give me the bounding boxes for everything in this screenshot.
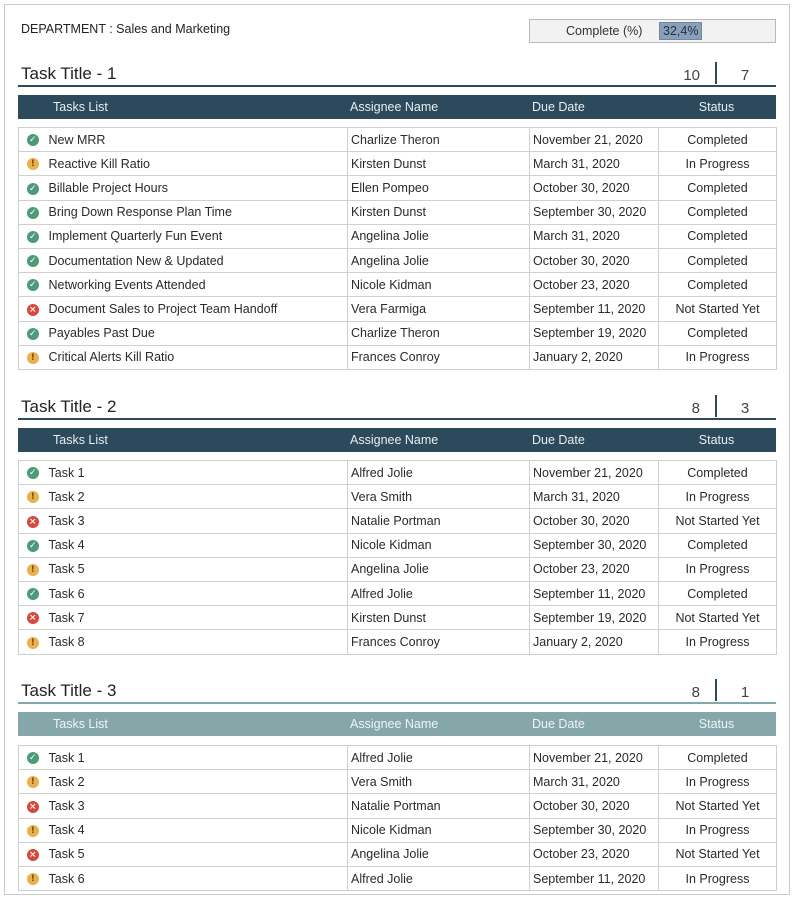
- status-icon-cell[interactable]: [19, 485, 47, 509]
- complete-value[interactable]: 32,4%: [659, 22, 702, 40]
- section-title: Task Title - 2: [21, 397, 117, 416]
- table-row: [19, 794, 777, 818]
- table-row: [19, 461, 777, 485]
- status-cell[interactable]: Completed: [659, 461, 777, 485]
- check-circle-icon: ✓: [27, 279, 39, 291]
- table-row: [19, 297, 777, 321]
- due-date-cell[interactable]: March 31, 2020: [530, 152, 659, 176]
- due-date-cell[interactable]: March 31, 2020: [530, 224, 659, 248]
- assignee-cell[interactable]: Vera Farmiga: [348, 297, 530, 321]
- assignee-cell[interactable]: Ellen Pompeo: [348, 176, 530, 200]
- assignee-cell[interactable]: Alfred Jolie: [348, 581, 530, 605]
- assignee-cell[interactable]: Natalie Portman: [348, 794, 530, 818]
- check-circle-icon: ✓: [27, 183, 39, 195]
- task-name-cell[interactable]: Payables Past Due: [47, 321, 348, 345]
- section-count-completed: 7: [740, 67, 750, 84]
- status-cell[interactable]: Completed: [659, 200, 777, 224]
- task-table: [18, 127, 777, 370]
- due-date-cell[interactable]: January 2, 2020: [530, 630, 659, 654]
- status-icon-cell[interactable]: [19, 509, 47, 533]
- check-circle-icon: ✓: [27, 328, 39, 340]
- assignee-cell[interactable]: Kirsten Dunst: [348, 152, 530, 176]
- section-count-completed: 1: [740, 684, 750, 701]
- complete-label: Complete (%): [566, 24, 643, 38]
- header-tasks-list: Tasks List: [53, 717, 108, 731]
- column-header-row: [18, 95, 776, 119]
- due-date-cell[interactable]: September 19, 2020: [530, 321, 659, 345]
- due-date-cell[interactable]: September 30, 2020: [530, 533, 659, 557]
- table-row: [19, 248, 777, 272]
- status-cell[interactable]: In Progress: [659, 770, 777, 794]
- status-cell[interactable]: In Progress: [659, 866, 777, 890]
- due-date-cell[interactable]: October 30, 2020: [530, 248, 659, 272]
- section-title: Task Title - 3: [21, 681, 117, 700]
- header-assignee: Assignee Name: [350, 433, 439, 447]
- status-icon-cell[interactable]: [19, 128, 47, 152]
- check-circle-icon: ✓: [27, 752, 39, 764]
- column-header-row: [18, 712, 776, 736]
- status-icon-cell[interactable]: [19, 273, 47, 297]
- due-date-cell[interactable]: September 11, 2020: [530, 866, 659, 890]
- task-name-cell[interactable]: Networking Events Attended: [47, 273, 348, 297]
- due-date-cell[interactable]: November 21, 2020: [530, 128, 659, 152]
- x-circle-icon: ×: [27, 304, 39, 316]
- status-cell[interactable]: Not Started Yet: [659, 842, 777, 866]
- header-status: Status: [698, 433, 735, 447]
- table-row: [19, 842, 777, 866]
- warning-circle-icon: !: [27, 637, 39, 649]
- check-circle-icon: ✓: [27, 540, 39, 552]
- status-cell[interactable]: In Progress: [659, 345, 777, 369]
- status-icon-cell[interactable]: [19, 842, 47, 866]
- task-table: [18, 460, 777, 655]
- status-icon-cell[interactable]: [19, 176, 47, 200]
- department-label: DEPARTMENT : Sales and Marketing: [21, 22, 231, 36]
- table-row: [19, 533, 777, 557]
- status-cell[interactable]: Completed: [659, 321, 777, 345]
- task-name-cell[interactable]: Task 5: [47, 842, 348, 866]
- table-row: [19, 152, 777, 176]
- assignee-cell[interactable]: Angelina Jolie: [348, 248, 530, 272]
- table-row: [19, 273, 777, 297]
- table-row: [19, 176, 777, 200]
- status-icon-cell[interactable]: [19, 866, 47, 890]
- task-name-cell[interactable]: Task 1: [47, 461, 348, 485]
- assignee-cell[interactable]: Charlize Theron: [348, 321, 530, 345]
- section-title: Task Title - 1: [21, 64, 117, 83]
- table-row: [19, 200, 777, 224]
- due-date-cell[interactable]: October 23, 2020: [530, 273, 659, 297]
- task-name-cell[interactable]: Task 6: [47, 866, 348, 890]
- section-count-total: 8: [691, 684, 700, 701]
- status-cell[interactable]: Not Started Yet: [659, 606, 777, 630]
- header-status: Status: [698, 100, 735, 114]
- assignee-cell[interactable]: Natalie Portman: [348, 509, 530, 533]
- assignee-cell[interactable]: Frances Conroy: [348, 345, 530, 369]
- table-row: [19, 630, 777, 654]
- task-name-cell[interactable]: Task 8: [47, 630, 348, 654]
- table-row: [19, 345, 777, 369]
- x-circle-icon: ×: [27, 849, 39, 861]
- task-name-cell[interactable]: Task 7: [47, 606, 348, 630]
- status-icon-cell[interactable]: [19, 770, 47, 794]
- due-date-cell[interactable]: September 11, 2020: [530, 297, 659, 321]
- assignee-cell[interactable]: Alfred Jolie: [348, 461, 530, 485]
- status-cell[interactable]: Completed: [659, 581, 777, 605]
- due-date-cell[interactable]: March 31, 2020: [530, 485, 659, 509]
- warning-circle-icon: !: [27, 352, 39, 364]
- x-circle-icon: ×: [27, 612, 39, 624]
- assignee-cell[interactable]: Nicole Kidman: [348, 273, 530, 297]
- status-cell[interactable]: Not Started Yet: [659, 794, 777, 818]
- assignee-cell[interactable]: Vera Smith: [348, 770, 530, 794]
- due-date-cell[interactable]: October 30, 2020: [530, 509, 659, 533]
- due-date-cell[interactable]: November 21, 2020: [530, 461, 659, 485]
- status-icon-cell[interactable]: [19, 581, 47, 605]
- complete-percent-box[interactable]: [529, 19, 776, 43]
- status-cell[interactable]: In Progress: [659, 818, 777, 842]
- task-name-cell[interactable]: Task 3: [47, 509, 348, 533]
- check-circle-icon: ✓: [27, 231, 39, 243]
- status-icon-cell[interactable]: [19, 200, 47, 224]
- due-date-cell[interactable]: October 23, 2020: [530, 842, 659, 866]
- status-cell[interactable]: Completed: [659, 533, 777, 557]
- status-cell[interactable]: In Progress: [659, 557, 777, 581]
- top-bar: [0, 0, 794, 50]
- due-date-cell[interactable]: September 19, 2020: [530, 606, 659, 630]
- task-name-cell[interactable]: Task 2: [47, 770, 348, 794]
- status-cell[interactable]: Not Started Yet: [659, 509, 777, 533]
- table-row: [19, 581, 777, 605]
- task-name-cell[interactable]: Task 4: [47, 818, 348, 842]
- check-circle-icon: ✓: [27, 467, 39, 479]
- section-rule: [18, 85, 776, 87]
- status-cell[interactable]: Completed: [659, 128, 777, 152]
- check-circle-icon: ✓: [27, 588, 39, 600]
- status-cell[interactable]: In Progress: [659, 152, 777, 176]
- header-tasks-list: Tasks List: [53, 433, 108, 447]
- section-count-divider: [715, 395, 717, 417]
- x-circle-icon: ×: [27, 801, 39, 813]
- assignee-cell[interactable]: Charlize Theron: [348, 128, 530, 152]
- status-icon-cell[interactable]: [19, 152, 47, 176]
- status-icon-cell[interactable]: [19, 606, 47, 630]
- due-date-cell[interactable]: September 11, 2020: [530, 581, 659, 605]
- due-date-cell[interactable]: October 23, 2020: [530, 557, 659, 581]
- status-cell[interactable]: Completed: [659, 273, 777, 297]
- assignee-cell[interactable]: Angelina Jolie: [348, 842, 530, 866]
- warning-circle-icon: !: [27, 564, 39, 576]
- task-name-cell[interactable]: Task 3: [47, 794, 348, 818]
- assignee-cell[interactable]: Nicole Kidman: [348, 533, 530, 557]
- header-assignee: Assignee Name: [350, 717, 439, 731]
- table-row: [19, 746, 777, 770]
- task-name-cell[interactable]: New MRR: [47, 128, 348, 152]
- header-due-date: Due Date: [532, 717, 585, 731]
- task-name-cell[interactable]: Documentation New & Updated: [47, 248, 348, 272]
- header-assignee: Assignee Name: [350, 100, 439, 114]
- status-cell[interactable]: Completed: [659, 248, 777, 272]
- table-row: [19, 485, 777, 509]
- header-due-date: Due Date: [532, 433, 585, 447]
- assignee-cell[interactable]: Nicole Kidman: [348, 818, 530, 842]
- status-icon-cell[interactable]: [19, 746, 47, 770]
- section-count-divider: [715, 679, 717, 701]
- section-rule: [18, 702, 776, 704]
- assignee-cell[interactable]: Frances Conroy: [348, 630, 530, 654]
- check-circle-icon: ✓: [27, 134, 39, 146]
- header-tasks-list: Tasks List: [53, 100, 108, 114]
- table-row: [19, 321, 777, 345]
- table-row: [19, 509, 777, 533]
- status-cell[interactable]: In Progress: [659, 630, 777, 654]
- table-row: [19, 606, 777, 630]
- warning-circle-icon: !: [27, 158, 39, 170]
- status-icon-cell[interactable]: [19, 321, 47, 345]
- header-due-date: Due Date: [532, 100, 585, 114]
- column-header-row: [18, 428, 776, 452]
- due-date-cell[interactable]: September 30, 2020: [530, 818, 659, 842]
- section-count-total: 8: [691, 400, 700, 417]
- table-row: [19, 818, 777, 842]
- section-rule: [18, 418, 776, 420]
- due-date-cell[interactable]: March 31, 2020: [530, 770, 659, 794]
- section-count-divider: [715, 62, 717, 84]
- check-circle-icon: ✓: [27, 255, 39, 267]
- task-name-cell[interactable]: Task 5: [47, 557, 348, 581]
- section-count-total: 10: [683, 67, 700, 84]
- assignee-cell[interactable]: Kirsten Dunst: [348, 200, 530, 224]
- due-date-cell[interactable]: September 30, 2020: [530, 200, 659, 224]
- task-name-cell[interactable]: Document Sales to Project Team Handoff: [47, 297, 348, 321]
- status-icon-cell[interactable]: [19, 461, 47, 485]
- task-name-cell[interactable]: Task 6: [47, 581, 348, 605]
- warning-circle-icon: !: [27, 873, 39, 885]
- status-icon-cell[interactable]: [19, 248, 47, 272]
- task-name-cell[interactable]: Reactive Kill Ratio: [47, 152, 348, 176]
- status-icon-cell[interactable]: [19, 794, 47, 818]
- status-icon-cell[interactable]: [19, 345, 47, 369]
- assignee-cell[interactable]: Alfred Jolie: [348, 866, 530, 890]
- table-row: [19, 557, 777, 581]
- due-date-cell[interactable]: October 30, 2020: [530, 794, 659, 818]
- task-name-cell[interactable]: Critical Alerts Kill Ratio: [47, 345, 348, 369]
- status-icon-cell[interactable]: [19, 224, 47, 248]
- due-date-cell[interactable]: November 21, 2020: [530, 746, 659, 770]
- status-icon-cell[interactable]: [19, 557, 47, 581]
- assignee-cell[interactable]: Alfred Jolie: [348, 746, 530, 770]
- x-circle-icon: ×: [27, 516, 39, 528]
- task-name-cell[interactable]: Implement Quarterly Fun Event: [47, 224, 348, 248]
- task-name-cell[interactable]: Task 2: [47, 485, 348, 509]
- assignee-cell[interactable]: Kirsten Dunst: [348, 606, 530, 630]
- task-table: [18, 745, 777, 891]
- status-icon-cell[interactable]: [19, 630, 47, 654]
- status-cell[interactable]: Completed: [659, 224, 777, 248]
- status-cell[interactable]: Completed: [659, 746, 777, 770]
- task-name-cell[interactable]: Task 1: [47, 746, 348, 770]
- due-date-cell[interactable]: October 30, 2020: [530, 176, 659, 200]
- status-icon-cell[interactable]: [19, 818, 47, 842]
- table-row: [19, 866, 777, 890]
- status-icon-cell[interactable]: [19, 297, 47, 321]
- status-cell[interactable]: Completed: [659, 176, 777, 200]
- table-row: [19, 224, 777, 248]
- warning-circle-icon: !: [27, 491, 39, 503]
- status-cell[interactable]: Not Started Yet: [659, 297, 777, 321]
- due-date-cell[interactable]: January 2, 2020: [530, 345, 659, 369]
- warning-circle-icon: !: [27, 825, 39, 837]
- table-row: [19, 770, 777, 794]
- task-name-cell[interactable]: Bring Down Response Plan Time: [47, 200, 348, 224]
- task-name-cell[interactable]: Task 4: [47, 533, 348, 557]
- warning-circle-icon: !: [27, 776, 39, 788]
- assignee-cell[interactable]: Angelina Jolie: [348, 557, 530, 581]
- assignee-cell[interactable]: Vera Smith: [348, 485, 530, 509]
- task-name-cell[interactable]: Billable Project Hours: [47, 176, 348, 200]
- header-status: Status: [698, 717, 735, 731]
- status-icon-cell[interactable]: [19, 533, 47, 557]
- status-cell[interactable]: In Progress: [659, 485, 777, 509]
- section-count-completed: 3: [740, 400, 750, 417]
- table-row: [19, 128, 777, 152]
- check-circle-icon: ✓: [27, 207, 39, 219]
- assignee-cell[interactable]: Angelina Jolie: [348, 224, 530, 248]
